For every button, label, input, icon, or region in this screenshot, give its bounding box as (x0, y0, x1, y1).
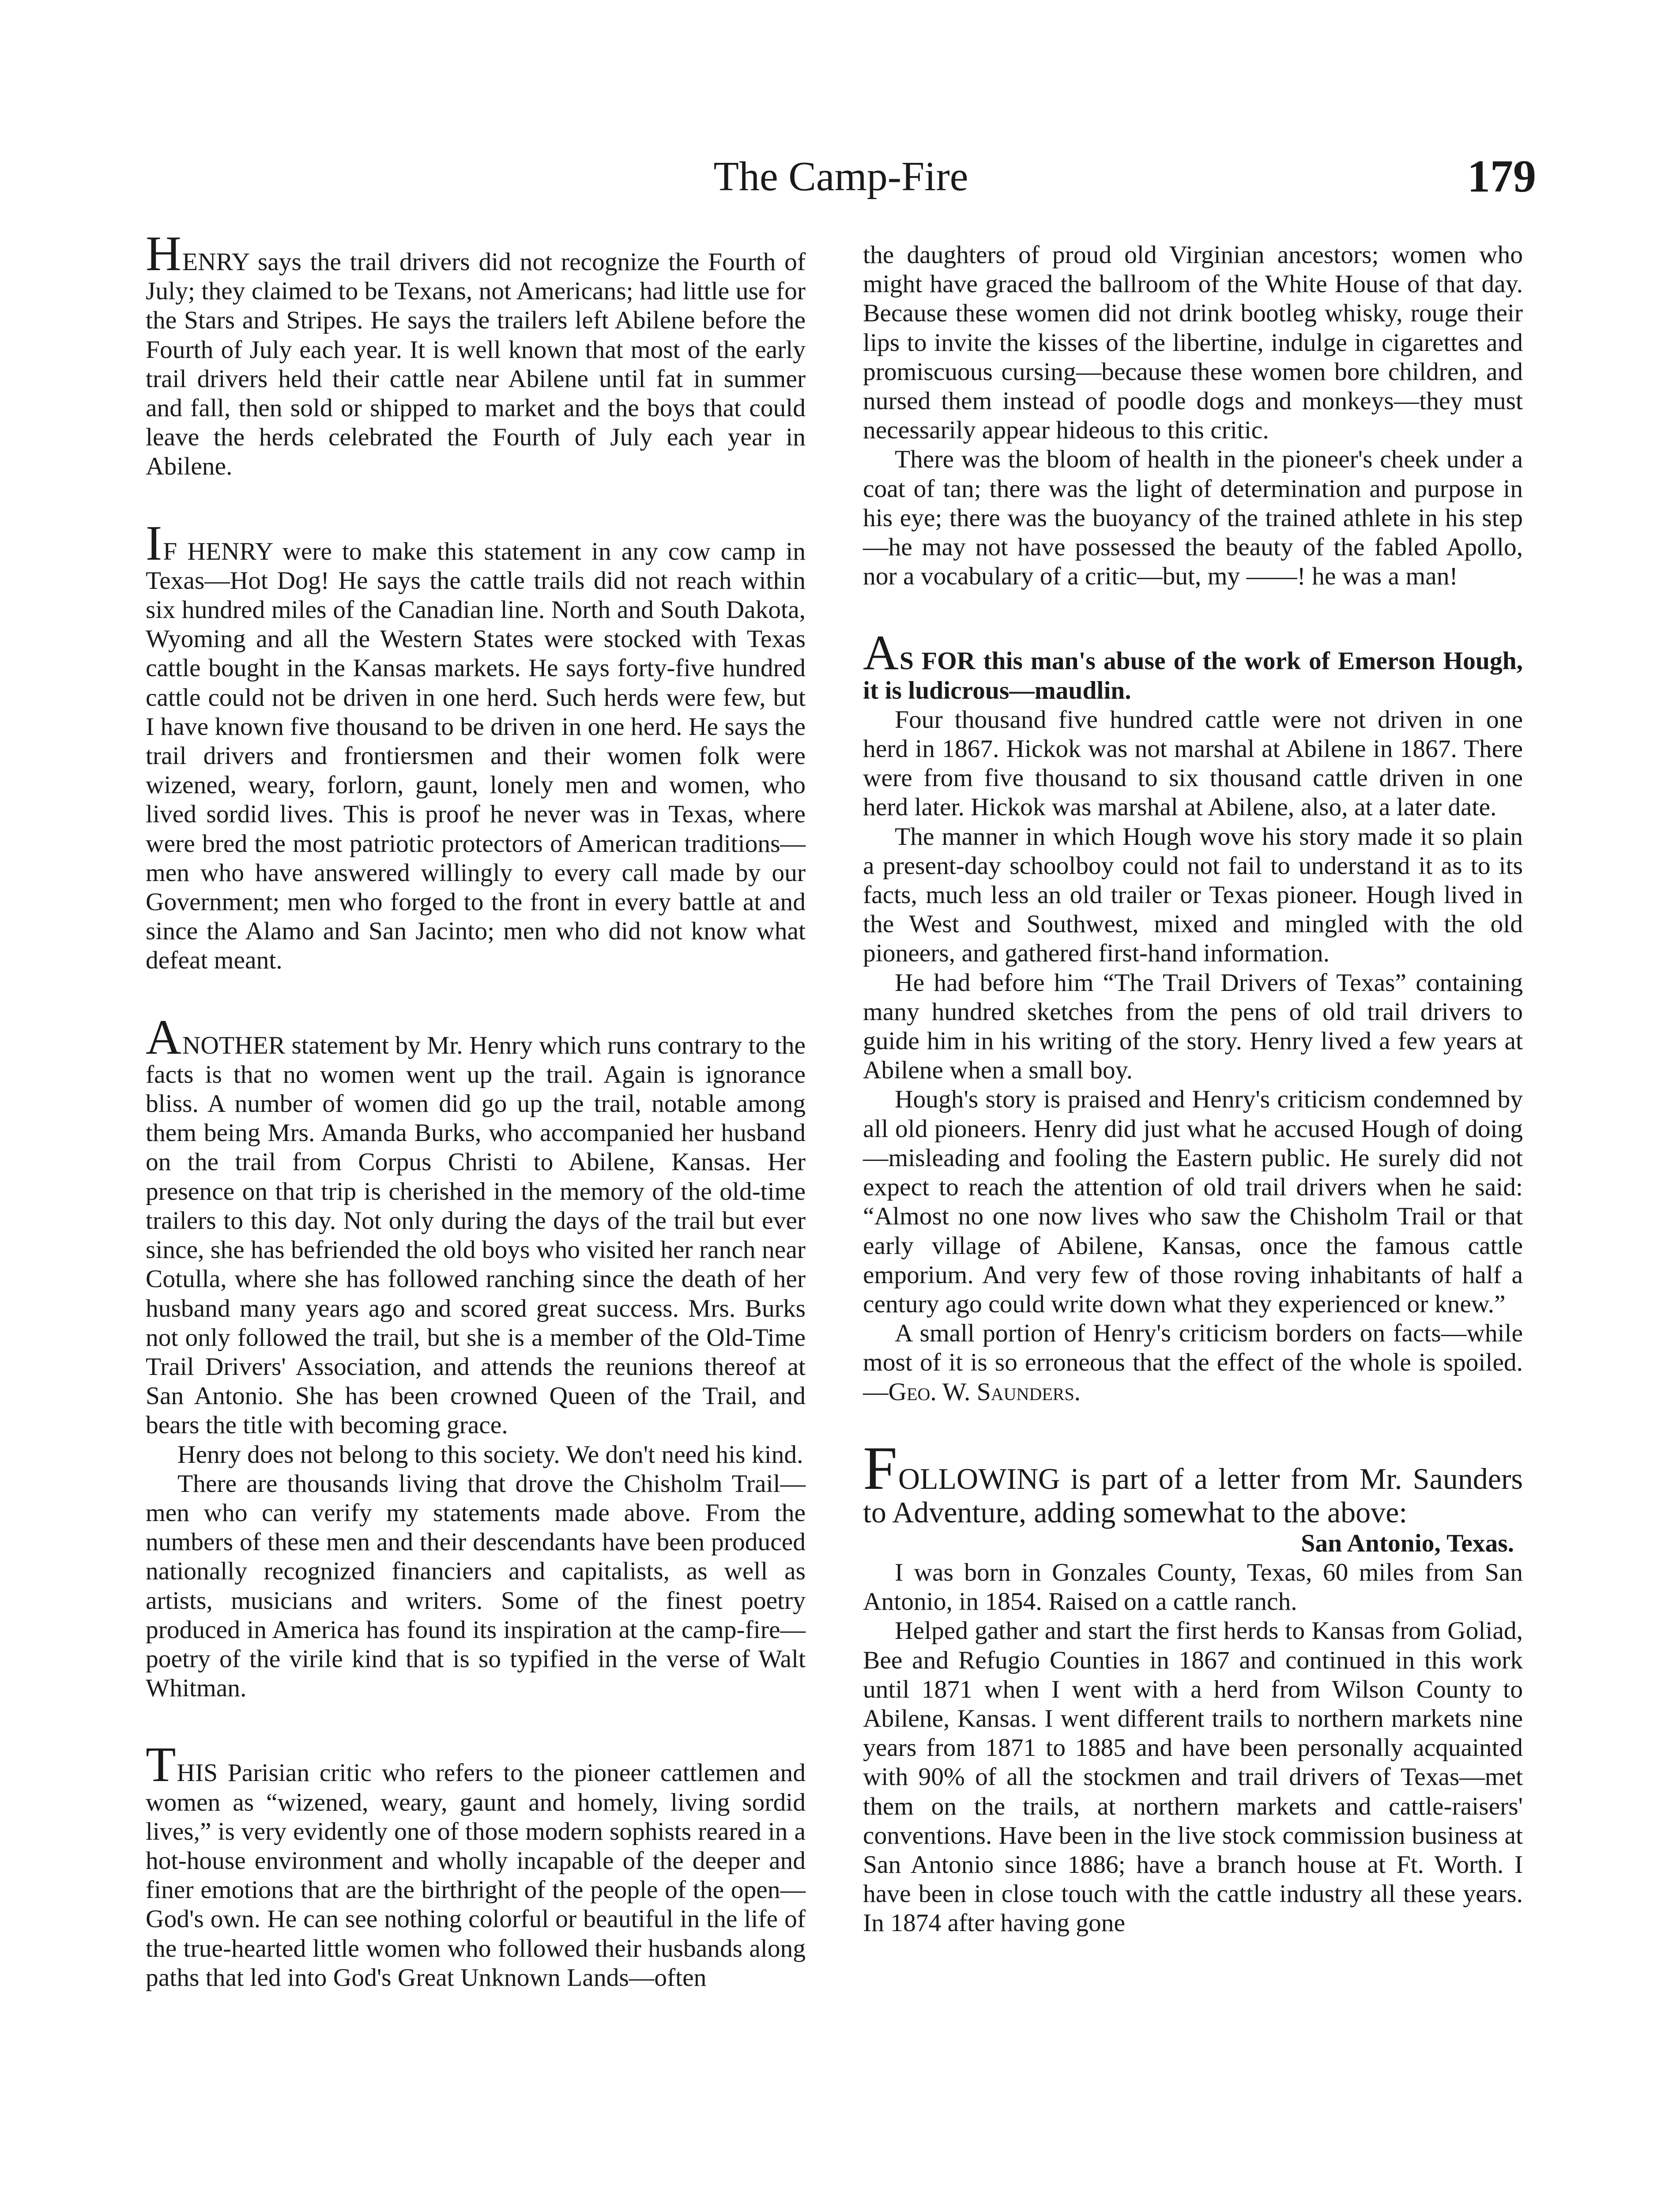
paragraph: He had before him “The Trail Drivers of Texas” containing many hundred sketches from the pens of old trail drivers to guide him in his writing of the story. Henry lived a few years at Abilene when a small boy. (863, 968, 1523, 1085)
paragraph-continued: the daughters of proud old Virginian ancestors; women who might have graced the ballroom of the White House of that day. Because these women did not drink bootleg whisky, rouge their lips to invite the kisses of the libertine, indulge in cigarettes and promiscuous cursing—because these women bore children, and nursed them instead of poodle dogs and monkeys—they must necessarily appear hideous to this critic. (863, 241, 1523, 444)
page-title: The Camp-Fire (713, 154, 968, 200)
drop-cap: A (146, 1009, 181, 1065)
right-column (863, 241, 1523, 1938)
paragraph-text: NOTHER statement by Mr. Henry which runs contrary to the facts is that no women went up the trail. Again is ignorance bliss. A number of women did go up the trail, notable among them being Mrs. Amanda Burks, who accompanied her husband on the trail from Corpus Christi to Abilene, Kansas. Her presence on that trip is cherished in the memory of the old-time trailers to this day. Not only during the days of the trail but ever since, she has befriended the old boys who visited her ranch near Cotulla, where she has followed ranching since the death of her husband many years ago and scored great success. Mrs. Burks not only followed the trail, but she is a member of the Old-Time Trail Drivers' Association, and attends the reunions thereof at San Antonio. She has been crowned Queen of the Trail, and bears the title with becoming grace. (146, 1031, 806, 1439)
section-parisian-critic (146, 1737, 806, 1992)
paragraph-text: S FOR this man's abuse of the work of Emerson Hough, it is ludicrous—maudlin. (863, 647, 1523, 704)
paragraph: There are thousands living that drove the Chisholm Trail—men who can verify my statements made above. From the numbers of these men and their descendants have been produced nationally recognized financiers and capitalists, as well as artists, musicians and writers. Some of the finest poetry produced in America has found its inspiration at the camp-fire—poetry of the virile kind that is so typified in the verse of Walt Whitman. (146, 1469, 806, 1702)
section-following-letter (863, 1434, 1523, 1529)
letter-location: San Antonio, Texas. (1301, 1529, 1514, 1557)
section-if-henry (146, 516, 806, 975)
paragraph-text: ENRY says the trail drivers did not recognize the Fourth of July; they claimed to be Texans, not Americans; had little use for the Stars and Stripes. He says the trailers left Abilene before the Fourth of July each year. It is well known that most of the early trail drivers held their cattle near Abilene until fat in summer and fall, then sold or shipped to market and the boys that could leave the herds celebrated the Fourth of July each year in Abilene. (146, 248, 806, 481)
paragraph-text: F HENRY were to make this statement in any cow camp in Texas—Hot Dog! He says the cattle trails did not reach within six hundred miles of the Canadian line. North and South Dakota, Wyoming and all the Western States were stocked with Texas cattle bought in the Kansas markets. He says forty-five hundred cattle could not be driven in one herd. Such herds were few, but I have known five thousand to be driven in one herd. He says the trail drivers and frontiersmen and their women folk were wizened, weary, forlorn, gaunt, lonely men and women, who lived sordid lives. This is proof he never was in Texas, where were bred the most patriotic protectors of American traditions—men who have answered willingly to every call made by our Government; men who forged to the front in every battle at and since the Alamo and San Jacinto; men who did not know what defeat meant. (146, 537, 806, 975)
section-another-statement (146, 1009, 806, 1440)
page-header (146, 146, 1536, 207)
paragraph: Four thousand five hundred cattle were not driven in one herd in 1867. Hickok was not marshal at Abilene in 1867. There were from five thousand to six thousand cattle driven in one herd later. Hickok was marshal at Abilene, also, at a later date. (863, 705, 1523, 821)
paragraph-text: A small portion of Henry's criticism borders on facts—while most of it is so erroneous that the effect of the whole is spoiled.— (863, 1319, 1523, 1406)
section-as-for-hough (863, 625, 1523, 705)
signature: Geo. W. Saunders. (888, 1378, 1081, 1406)
page-number: 179 (1467, 151, 1536, 202)
paragraph: There was the bloom of health in the pioneer's cheek under a coat of tan; there was the light of determination and purpose in his eye; there was the buoyancy of the trained athlete in his step—he may not have possessed the beauty of the fabled Apollo, nor a vocabulary of a critic—but, my ——! he was a man! (863, 445, 1523, 591)
paragraph: The manner in which Hough wove his story made it so plain a present-day schoolboy could not fail to understand it as to its facts, much less an old trailer or Texas pioneer. Hough lived in the West and Southwest, mixed and mingled with the old pioneers, and gathered first-hand information. (863, 822, 1523, 968)
section-henry-fourth-of-july (146, 226, 806, 482)
paragraph: Hough's story is praised and Henry's criticism condemned by all old pioneers. Henry did just what he accused Hough of doing—misleading and fooling the Eastern public. He surely did not expect to reach the attention of old trail drivers when he said: “Almost no one now lives who saw the Chisholm Trail or that early village of Abilene, Kansas, once the famous cattle emporium. And very few of those roving inhabitants of half a century ago could write down what they experienced or knew.” (863, 1085, 1523, 1318)
paragraph-text: OLLOWING is part of a letter from Mr. Saunders to Adventure, adding somewhat to the above: (863, 1461, 1523, 1529)
paragraph-text: HIS Parisian critic who refers to the pioneer cattlemen and women as “wizened, weary, gaunt and homely, living sordid lives,” is very evidently one of those modern sophists reared in a hot-house environment and wholly incapable of the deeper and finer emotions that are the birthright of the people of the open—God's own. He can see nothing colorful or beautiful in the life of the true-hearted little women who followed their husbands along paths that led into God's Great Unknown Lands—often (146, 1759, 806, 1992)
paragraph: Helped gather and start the first herds to Kansas from Goliad, Bee and Refugio Counties in 1867 and continued in this work until 1871 when I went with a herd from Wilson County to Abilene, Kansas. I went different trails to northern markets nine years from 1871 to 1885 and have been personally acquainted with 90% of all the stockmen and trail drivers of Texas—met them on the trails, at northern markets and cattle-raisers' conventions. Have been in the live stock commission business at San Antonio since 1886; have a branch house at Ft. Worth. I have been in close touch with the cattle industry all these years. In 1874 after having gone (863, 1617, 1523, 1937)
paragraph-with-signature (863, 1319, 1523, 1407)
paragraph: I was born in Gonzales County, Texas, 60 miles from San Antonio, in 1854. Raised on a cattle ranch. (863, 1558, 1523, 1616)
paragraph: Henry does not belong to this society. We don't need his kind. (177, 1440, 803, 1469)
drop-cap: I (146, 516, 162, 571)
drop-cap: H (146, 226, 181, 281)
drop-cap: T (146, 1737, 176, 1793)
drop-cap: A (863, 625, 899, 681)
drop-cap: F (863, 1434, 897, 1503)
left-column (146, 226, 806, 1992)
